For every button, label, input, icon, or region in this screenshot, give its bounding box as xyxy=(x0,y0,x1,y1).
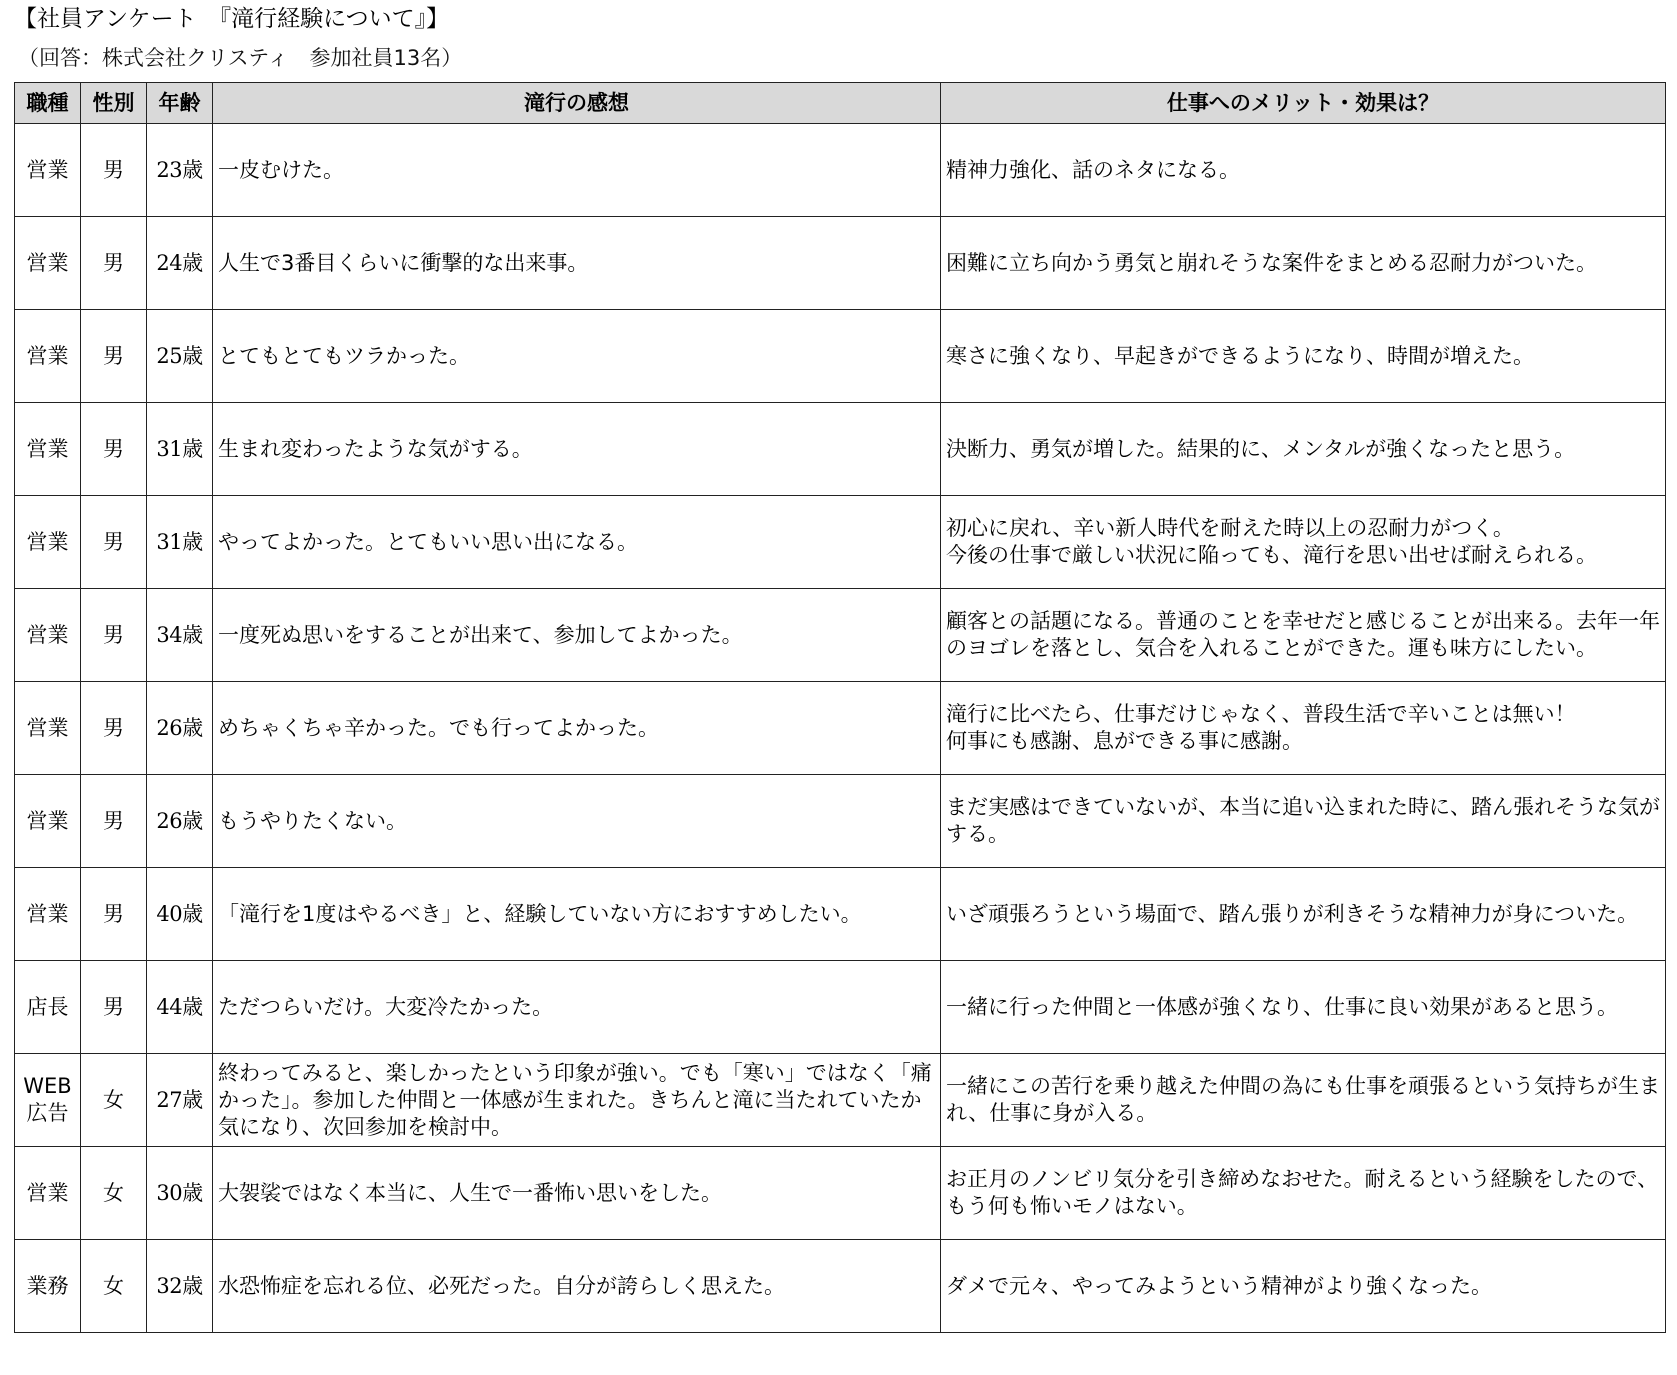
cell-age: 30歳 xyxy=(147,1147,213,1240)
cell-merit: 一緒に行った仲間と一体感が強くなり、仕事に良い効果があると思う。 xyxy=(941,961,1666,1054)
cell-job: 業務 xyxy=(15,1240,81,1333)
document-title: 【社員アンケート 『滝行経験について』】 xyxy=(14,6,450,32)
cell-impression: もうやりたくない。 xyxy=(213,775,941,868)
cell-gender: 男 xyxy=(81,496,147,589)
header-job: 職種 xyxy=(15,83,81,124)
cell-merit: 初心に戻れ、辛い新人時代を耐えた時以上の忍耐力がつく。 今後の仕事で厳しい状況に陥っても、滝行を思い出せば耐えられる。 xyxy=(941,496,1666,589)
cell-merit: まだ実感はできていないが、本当に追い込まれた時に、踏ん張れそうな気がする。 xyxy=(941,775,1666,868)
cell-merit: 滝行に比べたら、仕事だけじゃなく、普段生活で辛いことは無い！ 何事にも感謝、息ができる事に感謝。 xyxy=(941,682,1666,775)
table-row xyxy=(15,403,1666,496)
cell-gender: 女 xyxy=(81,1147,147,1240)
cell-age: 24歳 xyxy=(147,217,213,310)
table-header xyxy=(15,83,1666,124)
cell-merit: 精神力強化、話のネタになる。 xyxy=(941,124,1666,217)
table-row xyxy=(15,868,1666,961)
cell-job: 営業 xyxy=(15,124,81,217)
table-row xyxy=(15,1147,1666,1240)
cell-gender: 男 xyxy=(81,403,147,496)
cell-age: 27歳 xyxy=(147,1054,213,1147)
header-age: 年齢 xyxy=(147,83,213,124)
cell-gender: 男 xyxy=(81,124,147,217)
table-row xyxy=(15,310,1666,403)
cell-merit: 顧客との話題になる。普通のことを幸せだと感じることが出来る。去年一年のヨゴレを落とし、気合を入れることができた。運も味方にしたい。 xyxy=(941,589,1666,682)
cell-merit: ダメで元々、やってみようという精神がより強くなった。 xyxy=(941,1240,1666,1333)
cell-impression: とてもとてもツラかった。 xyxy=(213,310,941,403)
cell-gender: 女 xyxy=(81,1054,147,1147)
cell-impression: 人生で3番目くらいに衝撃的な出来事。 xyxy=(213,217,941,310)
cell-age: 40歳 xyxy=(147,868,213,961)
cell-gender: 男 xyxy=(81,589,147,682)
cell-age: 26歳 xyxy=(147,682,213,775)
cell-merit: お正月のノンビリ気分を引き締めなおせた。耐えるという経験をしたので、もう何も怖いモノはない。 xyxy=(941,1147,1666,1240)
cell-merit: 寒さに強くなり、早起きができるようになり、時間が増えた。 xyxy=(941,310,1666,403)
cell-merit: 一緒にこの苦行を乗り越えた仲間の為にも仕事を頑張るという気持ちが生まれ、仕事に身が入る。 xyxy=(941,1054,1666,1147)
cell-age: 23歳 xyxy=(147,124,213,217)
cell-merit: いざ頑張ろうという場面で、踏ん張りが利きそうな精神力が身についた。 xyxy=(941,868,1666,961)
cell-impression: ただつらいだけ。大変冷たかった。 xyxy=(213,961,941,1054)
cell-impression: 生まれ変わったような気がする。 xyxy=(213,403,941,496)
cell-job: 営業 xyxy=(15,868,81,961)
cell-job: 店長 xyxy=(15,961,81,1054)
cell-job: WEB 広告 xyxy=(15,1054,81,1147)
cell-gender: 男 xyxy=(81,217,147,310)
cell-age: 31歳 xyxy=(147,496,213,589)
cell-merit: 困難に立ち向かう勇気と崩れそうな案件をまとめる忍耐力がついた。 xyxy=(941,217,1666,310)
cell-age: 31歳 xyxy=(147,403,213,496)
cell-gender: 男 xyxy=(81,868,147,961)
cell-age: 26歳 xyxy=(147,775,213,868)
cell-merit: 決断力、勇気が増した。結果的に、メンタルが強くなったと思う。 xyxy=(941,403,1666,496)
cell-gender: 男 xyxy=(81,961,147,1054)
cell-gender: 男 xyxy=(81,310,147,403)
cell-impression: 「滝行を1度はやるべき」と、経験していない方におすすめしたい。 xyxy=(213,868,941,961)
table-row xyxy=(15,682,1666,775)
cell-gender: 女 xyxy=(81,1240,147,1333)
table-row xyxy=(15,1054,1666,1147)
cell-gender: 男 xyxy=(81,682,147,775)
cell-job: 営業 xyxy=(15,589,81,682)
cell-job: 営業 xyxy=(15,682,81,775)
document-subtitle: （回答：株式会社クリスティ 参加社員13名） xyxy=(18,46,463,70)
table-row xyxy=(15,217,1666,310)
cell-impression: 終わってみると、楽しかったという印象が強い。でも「寒い」ではなく「痛かった」。参加した仲間と一体感が生まれた。きちんと滝に当たれていたか気になり、次回参加を検討中。 xyxy=(213,1054,941,1147)
table-row xyxy=(15,775,1666,868)
cell-impression: 水恐怖症を忘れる位、必死だった。自分が誇らしく思えた。 xyxy=(213,1240,941,1333)
cell-job: 営業 xyxy=(15,775,81,868)
table-row xyxy=(15,124,1666,217)
cell-impression: 大袈裟ではなく本当に、人生で一番怖い思いをした。 xyxy=(213,1147,941,1240)
header-gender: 性別 xyxy=(81,83,147,124)
table-body xyxy=(15,124,1666,1333)
cell-job: 営業 xyxy=(15,496,81,589)
cell-age: 44歳 xyxy=(147,961,213,1054)
header-row xyxy=(15,83,1666,124)
cell-job: 営業 xyxy=(15,1147,81,1240)
cell-job: 営業 xyxy=(15,310,81,403)
cell-job: 営業 xyxy=(15,403,81,496)
cell-gender: 男 xyxy=(81,775,147,868)
header-impression: 滝行の感想 xyxy=(213,83,941,124)
table-row xyxy=(15,496,1666,589)
survey-table xyxy=(14,82,1666,1333)
cell-age: 32歳 xyxy=(147,1240,213,1333)
cell-impression: 一皮むけた。 xyxy=(213,124,941,217)
cell-impression: やってよかった。とてもいい思い出になる。 xyxy=(213,496,941,589)
table-row xyxy=(15,1240,1666,1333)
cell-job: 営業 xyxy=(15,217,81,310)
cell-age: 25歳 xyxy=(147,310,213,403)
header-merit: 仕事へのメリット・効果は？ xyxy=(941,83,1666,124)
table-row xyxy=(15,589,1666,682)
cell-impression: めちゃくちゃ辛かった。でも行ってよかった。 xyxy=(213,682,941,775)
cell-impression: 一度死ぬ思いをすることが出来て、参加してよかった。 xyxy=(213,589,941,682)
cell-age: 34歳 xyxy=(147,589,213,682)
table-row xyxy=(15,961,1666,1054)
